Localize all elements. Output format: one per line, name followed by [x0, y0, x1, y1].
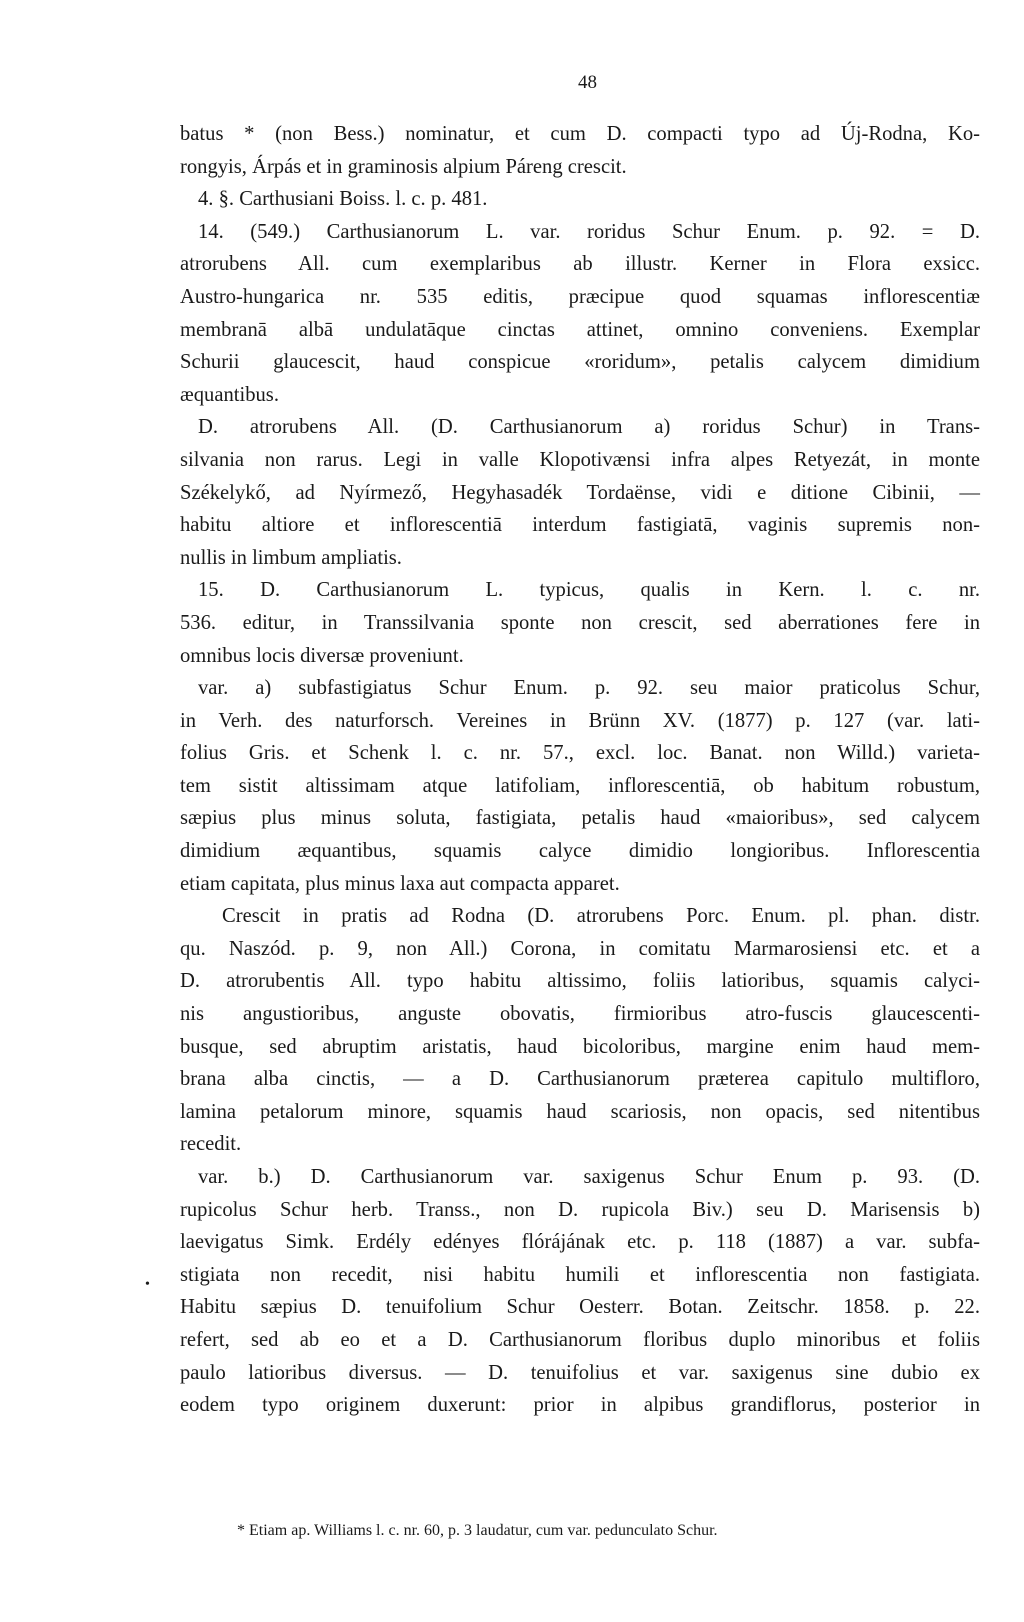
text-line: etiam capitata, plus minus laxa aut compacta apparet. [180, 872, 620, 895]
text-line: habitu altiore et inflorescentiā interdum fastigiatā, vaginis supremis non- [180, 514, 980, 537]
text-line: Habitu sæpius D. tenuifolium Schur Oesterr. Botan. Zeitschr. 1858. p. 22. [180, 1296, 980, 1319]
text-line: 14. (549.) Carthusianorum L. var. roridus Schur Enum. p. 92. = D. [198, 220, 980, 243]
text-line: folius Gris. et Schenk l. c. nr. 57., excl. loc. Banat. non Willd.) varieta- [180, 742, 980, 765]
text-line: tem sistit altissimam atque latifoliam, inflorescentiā, ob habitum robustum, [180, 774, 980, 797]
text-line: Crescit in pratis ad Rodna (D. atrorubens Porc. Enum. pl. phan. distr. [222, 905, 980, 928]
text-line: 4. §. Carthusiani Boiss. l. c. p. 481. [198, 188, 488, 211]
text-line: eodem typo originem duxerunt: prior in alpibus grandiflorus, posterior in [180, 1394, 980, 1417]
text-line: lamina petalorum minore, squamis haud scariosis, non opacis, sed nitentibus [180, 1100, 980, 1123]
text-line: æquantibus. [180, 383, 279, 406]
text-line: silvania non rarus. Legi in valle Klopotivænsi infra alpes Retyezát, in monte [180, 448, 980, 471]
text-line: busque, sed abruptim aristatis, haud bicoloribus, margine enim haud mem- [180, 1035, 980, 1058]
text-line: qu. Naszód. p. 9, non All.) Corona, in comitatu Marmarosiensi etc. et a [180, 937, 980, 960]
text-line: recedit. [180, 1133, 242, 1156]
text-line: brana alba cinctis, — a D. Carthusianorum præterea capitulo multifloro, [180, 1068, 980, 1091]
text-line: dimidium æquantibus, squamis calyce dimidio longioribus. Inflorescentia [180, 840, 980, 863]
text-line: batus * (non Bess.) nominatur, et cum D. compacti typo ad Új-Rodna, Ko- [180, 123, 980, 145]
text-line: var. b.) D. Carthusianorum var. saxigenus Schur Enum p. 93. (D. [198, 1166, 980, 1188]
text-line: sæpius plus minus soluta, fastigiata, petalis haud «maioribus», sed calycem [180, 807, 980, 830]
text-line: var. a) subfastigiatus Schur Enum. p. 92. seu maior praticolus Schur, [198, 677, 980, 700]
text-line: rongyis, Árpás et in graminosis alpium Páreng crescit. [180, 155, 627, 178]
margin-mark: • [145, 1277, 150, 1292]
text-line: 15. D. Carthusianorum L. typicus, qualis in Kern. l. c. nr. [198, 579, 980, 602]
text-line: Schurii glaucescit, haud conspicue «roridum», petalis calycem dimidium [180, 351, 980, 374]
text-line: stigiata non recedit, nisi habitu humili et inflorescentia non fastigiata. [180, 1263, 980, 1286]
text-line: omnibus locis diversæ proveniunt. [180, 644, 464, 667]
text-line: D. atrorubens All. (D. Carthusianorum a) roridus Schur) in Trans- [198, 416, 980, 439]
text-line: D. atrorubentis All. typo habitu altissimo, foliis latioribus, squamis calyci- [180, 970, 980, 993]
text-line: nis angustioribus, anguste obovatis, firmioribus atro-fuscis glaucescenti- [180, 1003, 980, 1026]
text-line: refert, sed ab eo et a D. Carthusianorum floribus duplo minoribus et foliis [180, 1328, 980, 1351]
page-number: 48 [578, 72, 597, 93]
text-line: Székelykő, ad Nyírmező, Hegyhasadék Tordaënse, vidi e ditione Cibinii, — [180, 481, 980, 504]
footnote: * Etiam ap. Williams l. c. nr. 60, p. 3 laudatur, cum var. pedunculato Schur. [237, 1522, 718, 1539]
text-line: nullis in limbum ampliatis. [180, 546, 402, 569]
text-line: laevigatus Simk. Erdély edényes flórájának etc. p. 118 (1887) a var. subfa- [180, 1231, 980, 1254]
text-line: 536. editur, in Transsilvania sponte non crescit, sed aberrationes fere in [180, 611, 980, 634]
text-line: Austro-hungarica nr. 535 editis, præcipue quod squamas inflorescentiæ [180, 285, 980, 308]
text-line: in Verh. des naturforsch. Vereines in Brünn XV. (1877) p. 127 (var. lati- [180, 709, 980, 732]
text-line: membranā albā undulatāque cinctas attinet, omnino conveniens. Exemplar [180, 318, 980, 341]
text-line: paulo latioribus diversus. — D. tenuifolius et var. saxigenus sine dubio ex [180, 1361, 980, 1384]
body-text [180, 118, 980, 1422]
text-line: atrorubens All. cum exemplaribus ab illustr. Kerner in Flora exsicc. [180, 253, 980, 276]
text-line: rupicolus Schur herb. Transs., non D. rupicola Biv.) seu D. Marisensis b) [180, 1198, 980, 1221]
